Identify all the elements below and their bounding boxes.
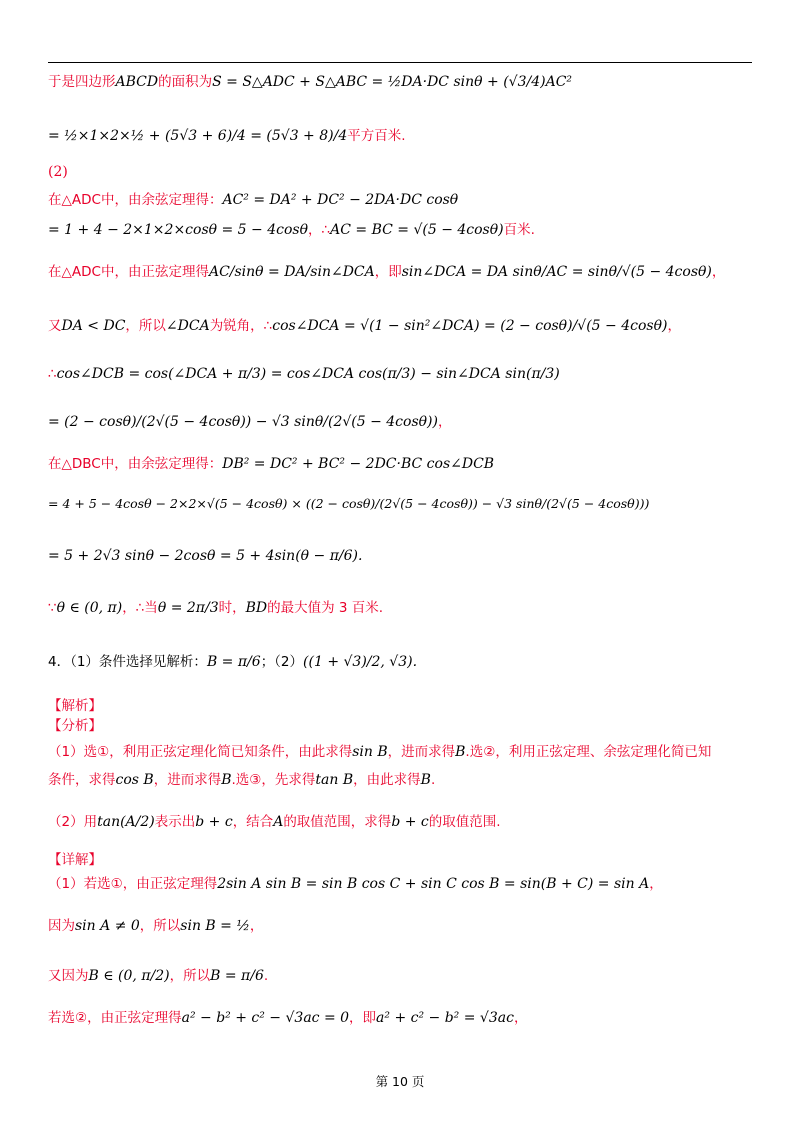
line-7-text-a: 又 — [48, 318, 62, 334]
line-17-math-a: sin B — [352, 744, 388, 760]
line-4-text: 在△ADC中，由余弦定理得： — [48, 192, 223, 208]
section-analysis-heading: 【解析】 — [48, 698, 102, 714]
line-10-text: 在△DBC中，由余弦定理得： — [48, 456, 223, 472]
page-number: 第 10 页 — [375, 1074, 425, 1089]
line-19-text-d: 的取值范围，求得 — [283, 814, 392, 830]
text-line-1 — [48, 72, 572, 92]
line-12-math: = 5 + 2√3 sinθ − 2cosθ = 5 + 4sin(θ − π/6). — [48, 548, 363, 564]
line-1-math-b: S = S△ADC + S△ABC = ½DA·DC sinθ + (√3/4)AC² — [212, 74, 573, 90]
line-23-text-c: . — [263, 968, 269, 984]
text-line-19 — [48, 812, 501, 832]
line-24-text-c: ， — [513, 1010, 528, 1026]
line-18-text-a: 条件，求得 — [48, 772, 116, 788]
line-19-text-b: 表示出 — [154, 814, 196, 830]
text-line-22 — [48, 916, 263, 936]
line-18-math-c: tan B — [315, 772, 354, 788]
text-line-17 — [48, 742, 711, 762]
text-line-9 — [48, 412, 451, 432]
header-rule — [48, 62, 752, 63]
line-7-math-a: DA < DC — [61, 318, 126, 334]
line-14-math-b: ((1 + √3)/2, √3). — [303, 654, 418, 670]
line-13-text-a: ，∴当 — [122, 600, 158, 616]
line-19-math-a: tan(A/2) — [97, 814, 155, 830]
line-1-text-b: 的面积为 — [158, 74, 213, 90]
line-7-text-c: 为锐角，∴ — [209, 318, 273, 334]
line-6-text-c: ， — [711, 264, 726, 280]
text-line-6 — [48, 262, 725, 282]
line-5-math-b: AC = BC = √(5 − 4cosθ) — [330, 222, 504, 238]
line-21-text-a: （1）若选①，由正弦定理得 — [48, 876, 218, 892]
line-13-text-b: 时， — [218, 600, 246, 616]
line-24-math-b: a² + c² − b² = √3ac — [376, 1010, 514, 1026]
answer-4-label: 4．（1）条件选择见解析： — [48, 654, 207, 670]
line-8-math: cos∠DCB = cos(∠DCA + π/3) = cos∠DCA cos(π/3) − sin∠DCA sin(π/3) — [56, 366, 560, 382]
line-1-text-a: 于是四边形 — [48, 74, 116, 90]
line-18-text-e: . — [430, 772, 436, 788]
line-17-text-a: （1）选①，利用正弦定理化简已知条件，由此求得 — [48, 744, 353, 760]
line-17-math-b: B — [455, 744, 466, 760]
line-14-text: ；（2） — [260, 654, 304, 670]
line-4-math: AC² = DA² + DC² − 2DA·DC cosθ — [222, 192, 459, 208]
line-7-math-b: ∠DCA — [165, 318, 210, 334]
line-2-text: 平方百米. — [347, 128, 406, 144]
text-line-24 — [48, 1008, 527, 1028]
line-6-math-a: AC/sinθ = DA/sin∠DCA — [208, 264, 375, 280]
line-10-math: DB² = DC² + BC² − 2DC·BC cos∠DCB — [222, 456, 495, 472]
line-5-text-b: 百米. — [503, 222, 535, 238]
line-22-math-b: sin B = ½ — [180, 918, 250, 934]
because-symbol: ∵ — [48, 600, 57, 616]
line-24-math-a: a² − b² + c² − √3ac = 0 — [181, 1010, 350, 1026]
line-9-text: ， — [437, 414, 452, 430]
text-line-14 — [48, 652, 417, 672]
line-22-text-b: ，所以 — [139, 918, 181, 934]
line-18-text-d: ，由此求得 — [353, 772, 421, 788]
line-19-math-d: b + c — [391, 814, 429, 830]
line-2-math: = ½×1×2×½ + (5√3 + 6)/4 = (5√3 + 8)/4 — [48, 128, 348, 144]
text-line-10 — [48, 454, 494, 474]
line-6-text-b: ，即 — [374, 264, 402, 280]
line-13-math-b: θ = 2π/3 — [157, 600, 219, 616]
line-18-math-b: B — [221, 772, 232, 788]
line-21-math: 2sin A sin B = sin B cos C + sin C cos B = sin(B + C) = sin A — [217, 876, 650, 892]
line-18-math-a: cos B — [115, 772, 154, 788]
line-21-text-b: ， — [649, 876, 663, 892]
text-line-15 — [48, 696, 102, 716]
line-19-text-e: 的取值范围. — [428, 814, 501, 830]
line-18-text-c: .选③，先求得 — [231, 772, 316, 788]
text-line-16 — [48, 716, 102, 736]
line-23-math-b: B = π/6 — [210, 968, 264, 984]
text-line-11 — [48, 494, 649, 514]
line-13-math-c: BD — [245, 600, 268, 616]
text-line-23 — [48, 966, 268, 986]
text-line-7 — [48, 316, 681, 336]
line-14-math-a: B = π/6 — [206, 654, 261, 670]
line-7-text-d: ， — [667, 318, 681, 334]
line-6-math-b: sin∠DCA = DA sinθ/AC = sinθ/√(5 − 4cosθ) — [401, 264, 712, 280]
line-19-text-a: （2）用 — [48, 814, 98, 830]
section-details-heading: 【详解】 — [48, 852, 102, 868]
line-18-math-d: B — [420, 772, 431, 788]
line-13-text-c: 的最大值为 3 百米. — [267, 600, 384, 616]
line-22-text-c: ， — [249, 918, 264, 934]
section-breakdown-heading: 【分析】 — [48, 718, 102, 734]
line-23-text-a: 又因为 — [48, 968, 89, 984]
line-9-math: = (2 − cosθ)/(2√(5 − 4cosθ)) − √3 sinθ/(2√(5 − 4cosθ)) — [48, 414, 438, 430]
text-line-3 — [48, 162, 68, 182]
line-19-text-c: ，结合 — [232, 814, 274, 830]
text-line-13 — [48, 598, 383, 618]
text-line-12 — [48, 546, 362, 566]
line-1-math-a: ABCD — [115, 74, 159, 90]
line-18-text-b: ，进而求得 — [153, 772, 222, 788]
line-24-text-a: 若选②，由正弦定理得 — [48, 1010, 182, 1026]
text-line-21 — [48, 874, 663, 894]
part-2-label: (2) — [48, 164, 68, 180]
line-17-text-b: ，进而求得 — [387, 744, 456, 760]
text-line-5 — [48, 220, 535, 240]
text-line-4 — [48, 190, 458, 210]
line-19-math-b: b + c — [195, 814, 233, 830]
line-6-text-a: 在△ADC中，由正弦定理得 — [48, 264, 209, 280]
therefore-symbol: ∴ — [48, 366, 57, 382]
line-19-math-c: A — [273, 814, 284, 830]
line-23-math-a: B ∈ (0, π/2) — [88, 968, 170, 984]
line-11-math: = 4 + 5 − 4cosθ − 2×2×√(5 − 4cosθ) × ((2 − cosθ)/(2√(5 − 4cosθ)) − √3 sinθ/(2√(5 − 4cosθ))) — [48, 496, 650, 511]
line-23-text-b: ，所以 — [169, 968, 211, 984]
line-7-text-b: ，所以 — [125, 318, 166, 334]
line-17-text-c: .选②，利用正弦定理、余弦定理化简已知 — [465, 744, 712, 760]
line-22-math-a: sin A ≠ 0 — [75, 918, 140, 934]
line-24-text-b: ，即 — [349, 1010, 377, 1026]
line-5-text-a: ，∴ — [308, 222, 331, 238]
text-line-2 — [48, 126, 406, 146]
text-line-20 — [48, 850, 102, 870]
line-13-math-a: θ ∈ (0, π) — [56, 600, 123, 616]
line-7-math-c: cos∠DCA = √(1 − sin²∠DCA) = (2 − cosθ)/√(5 − 4cosθ) — [272, 318, 668, 334]
text-line-18 — [48, 770, 435, 790]
line-22-text-a: 因为 — [48, 918, 75, 934]
line-5-math-a: = 1 + 4 − 2×1×2×cosθ = 5 − 4cosθ — [48, 222, 309, 238]
text-line-8 — [48, 364, 560, 384]
